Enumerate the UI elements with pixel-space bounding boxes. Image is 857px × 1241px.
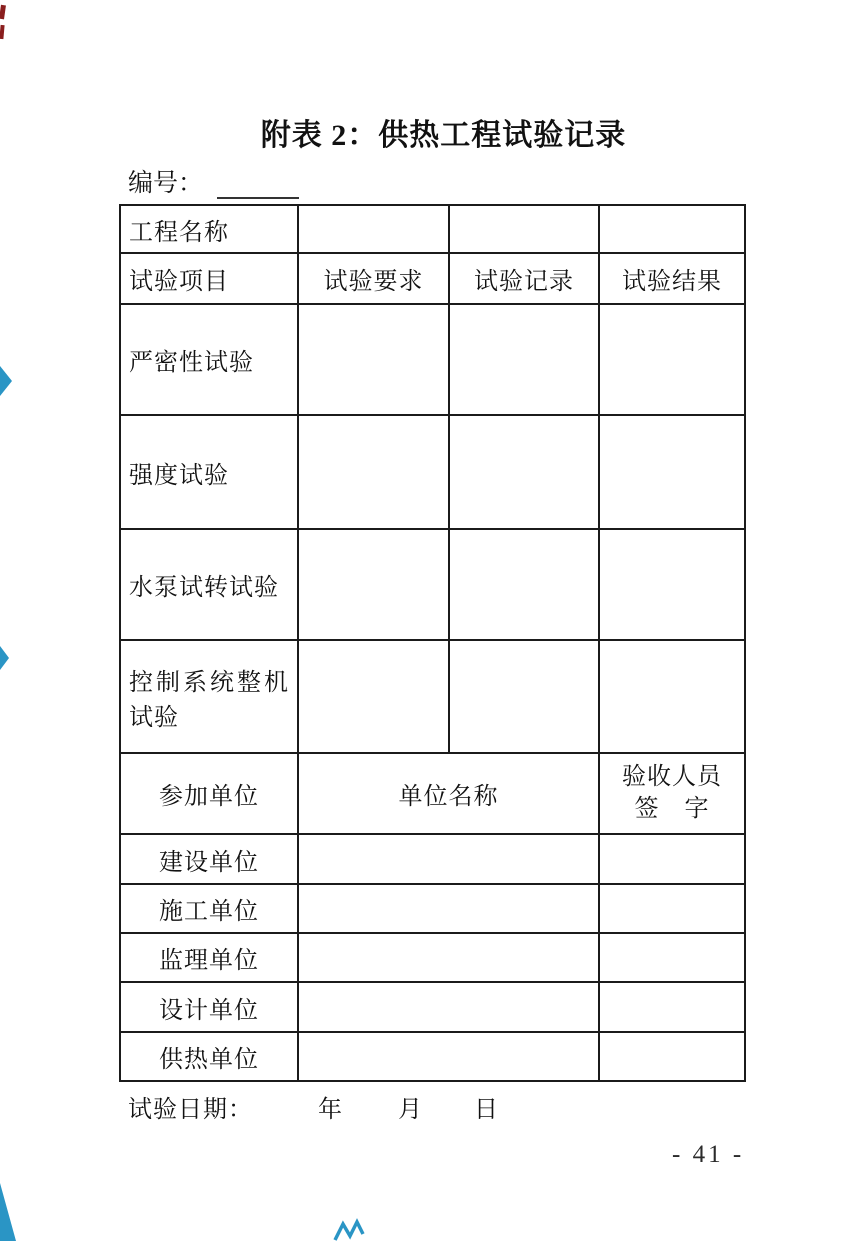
construction-owner-signature-cell [599,834,745,884]
construction-owner-row [120,834,745,884]
tightness-test-label: 严密性试验 [120,304,298,415]
builder-unit-label: 施工单位 [120,884,298,933]
project-name-cell-3 [599,205,745,253]
builder-unit-name-cell [298,884,599,933]
builder-unit-signature-cell [599,884,745,933]
unit-name-header: 单位名称 [298,753,599,834]
acceptance-signature-header [599,753,745,834]
heating-unit-name-cell [298,1032,599,1081]
date-year-label: 年 [318,1097,343,1123]
control-system-test-label [120,640,298,753]
column-header-row [120,253,745,304]
control-system-label-line1: 控制系统整机 [129,669,291,696]
control-result-cell [599,640,745,753]
scan-mark-blue-left-1 [0,366,12,396]
scan-mark-red-top-1 [0,5,6,20]
participant-unit-header: 参加单位 [120,753,298,834]
construction-owner-name-cell [298,834,599,884]
pump-test-label: 水泵试转试验 [120,529,298,640]
supervision-unit-signature-cell [599,933,745,982]
scan-mark-blue-left-2 [0,646,9,670]
project-name-row [120,205,745,253]
strength-test-row [120,415,745,529]
design-unit-signature-cell [599,982,745,1032]
project-name-cell-2 [449,205,599,253]
heating-unit-label: 供热单位 [120,1032,298,1081]
scan-mark-blue-corner [0,1183,16,1241]
project-name-label: 工程名称 [120,205,298,253]
doc-number-label: 编号： [128,170,204,197]
signature-header-line1: 验收人员 [622,763,722,790]
unit-header-row [120,753,745,834]
scan-mark-blue-bottom [335,1222,363,1240]
pump-result-cell [599,529,745,640]
signature-header-line2: 签 字 [634,795,710,822]
strength-result-cell [599,415,745,529]
tightness-record-cell [449,304,599,415]
heating-unit-row [120,1032,745,1081]
doc-number-line [128,163,299,199]
project-name-cell-1 [298,205,449,253]
control-requirement-cell [298,640,449,753]
supervision-unit-label: 监理单位 [120,933,298,982]
tightness-requirement-cell [298,304,449,415]
strength-requirement-cell [298,415,449,529]
tightness-test-row [120,304,745,415]
test-date-line [128,1089,499,1124]
strength-record-cell [449,415,599,529]
heating-unit-signature-cell [599,1032,745,1081]
design-unit-label: 设计单位 [120,982,298,1032]
control-system-test-row [120,640,745,753]
test-record-table [119,204,746,1082]
test-date-label: 试验日期： [128,1097,253,1123]
construction-owner-label: 建设单位 [120,834,298,884]
control-system-label-line2: 试验 [129,704,179,731]
supervision-unit-row [120,933,745,982]
test-requirement-header: 试验要求 [298,253,449,304]
test-item-header: 试验项目 [120,253,298,304]
page-title: 附表 2：供热工程试验记录 [260,119,627,152]
supervision-unit-name-cell [298,933,599,982]
date-day-label: 日 [474,1097,499,1123]
builder-unit-row [120,884,745,933]
control-record-cell [449,640,599,753]
test-result-header: 试验结果 [599,253,745,304]
pump-test-row [120,529,745,640]
doc-number-blank-underline [217,171,299,199]
tightness-result-cell [599,304,745,415]
scan-mark-red-top-2 [0,25,5,39]
pump-record-cell [449,529,599,640]
design-unit-name-cell [298,982,599,1032]
page-number: - 41 - [672,1141,745,1168]
design-unit-row [120,982,745,1032]
test-record-header: 试验记录 [449,253,599,304]
date-month-label: 月 [398,1097,423,1123]
strength-test-label: 强度试验 [120,415,298,529]
pump-requirement-cell [298,529,449,640]
